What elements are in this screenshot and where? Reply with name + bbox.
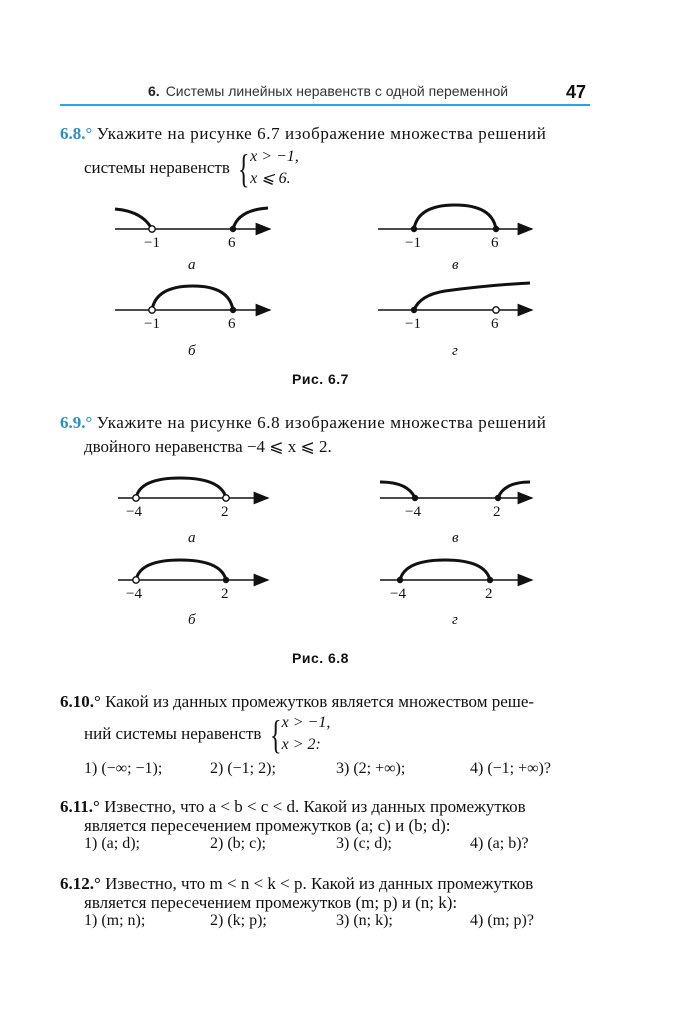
option-2: 2) (b; c);	[210, 835, 266, 852]
option-4: 4) (m; p)?	[470, 912, 534, 929]
tick-label: 2	[493, 504, 501, 520]
inequality-system	[238, 146, 299, 190]
tick-label: −1	[405, 316, 421, 332]
problem-text-line2: является пересечением промежутков (a; c) и (b; d):	[84, 816, 451, 835]
tick-label: 6	[491, 235, 499, 251]
panel-label: а	[188, 257, 196, 273]
problem-text-line1: Укажите на рисунке 6.7 изображение множества решений	[96, 124, 547, 143]
number-line-v	[378, 205, 532, 273]
panel-label: г	[452, 343, 458, 359]
problem-text-line2: является пересечением промежутков (m; p) и (n; k):	[84, 893, 458, 912]
system-line-1: x > −1,	[250, 148, 299, 165]
problem-6-10-line2	[84, 712, 330, 756]
tick-label: 2	[485, 586, 493, 602]
problem-text-line2: двойного неравенства −4 ⩽ x ⩽ 2.	[84, 437, 332, 456]
option-1: 1) (−∞; −1);	[84, 760, 163, 777]
header-rule	[60, 104, 590, 106]
panel-label: в	[452, 530, 459, 546]
tick-label: 6	[491, 316, 499, 332]
problem-text-line1: Укажите на рисунке 6.8 изображение множества решений	[96, 413, 547, 432]
option-1: 1) (a; d);	[84, 835, 140, 852]
running-header	[148, 83, 508, 99]
tick-label: −1	[144, 316, 160, 332]
panel-label: б	[188, 612, 196, 628]
problem-6-9	[60, 411, 546, 435]
panel-label: б	[188, 343, 196, 359]
number-line-g	[378, 283, 532, 359]
panel-label: г	[452, 612, 458, 628]
figure-caption-6-8: Рис. 6.8	[292, 650, 349, 666]
system-line-1: x > −1,	[281, 714, 331, 731]
problem-text-line2: системы неравенств	[84, 158, 230, 177]
page-number: 47	[566, 82, 587, 102]
number-line-a	[115, 208, 270, 273]
chapter-title: Системы линейных неравенств с одной переменной	[165, 83, 509, 99]
tick-label: −4	[390, 586, 406, 602]
tick-label: −4	[126, 504, 142, 520]
problem-number: 6.11.°	[60, 797, 100, 816]
tick-label: −1	[144, 235, 160, 251]
option-2: 2) (k; p);	[210, 912, 267, 929]
tick-label: 2	[221, 504, 229, 520]
problem-6-8	[60, 122, 546, 146]
tick-label: 6	[228, 316, 236, 332]
panel-label: в	[452, 257, 459, 273]
problem-number: 6.8.°	[60, 124, 93, 143]
figure-6-8	[100, 470, 550, 640]
number-line-b	[115, 286, 270, 359]
option-4: 4) (−1; +∞)?	[470, 760, 551, 777]
tick-label: 6	[228, 235, 236, 251]
number-line-a	[118, 478, 268, 546]
tick-label: 2	[221, 586, 229, 602]
options-6-11	[84, 835, 604, 857]
chapter-number: 6.	[148, 83, 160, 99]
options-6-12	[84, 912, 604, 934]
problem-text-line1: Какой из данных промежутков является множеством реше-	[105, 692, 535, 711]
options-6-10	[84, 760, 604, 782]
option-2: 2) (−1; 2);	[210, 760, 276, 777]
problem-text-line1: Известно, что m < n < k < p. Какой из данных промежутков	[105, 874, 534, 893]
problem-number: 6.10.°	[60, 692, 101, 711]
figure-caption-6-7: Рис. 6.7	[292, 371, 349, 387]
figure-6-7	[100, 195, 550, 370]
system-line-2: x > 2:	[281, 736, 321, 753]
problem-number: 6.9.°	[60, 413, 93, 432]
option-3: 3) (n; k);	[336, 912, 393, 929]
system-line-2: x ⩽ 6.	[250, 170, 291, 187]
inequality-system	[270, 712, 331, 756]
option-3: 3) (2; +∞);	[336, 760, 406, 777]
tick-label: −4	[405, 504, 421, 520]
system-brace: {	[238, 146, 250, 191]
option-4: 4) (a; b)?	[470, 835, 529, 852]
problem-text-line1: Известно, что a < b < c < d. Какой из данных промежутков	[104, 797, 526, 816]
tick-label: −4	[126, 586, 142, 602]
option-1: 1) (m; n);	[84, 912, 146, 929]
problem-6-10	[60, 690, 534, 714]
tick-label: −1	[405, 235, 421, 251]
number-line-v	[380, 482, 532, 546]
option-3: 3) (c; d);	[336, 835, 392, 852]
number-line-b	[118, 560, 268, 628]
problem-number: 6.12.°	[60, 874, 101, 893]
number-line-g	[380, 560, 532, 628]
system-brace: {	[269, 712, 282, 757]
problem-6-8-line2	[84, 146, 299, 190]
problem-text-line2: ний системы неравенств	[84, 724, 262, 743]
panel-label: а	[188, 530, 196, 546]
